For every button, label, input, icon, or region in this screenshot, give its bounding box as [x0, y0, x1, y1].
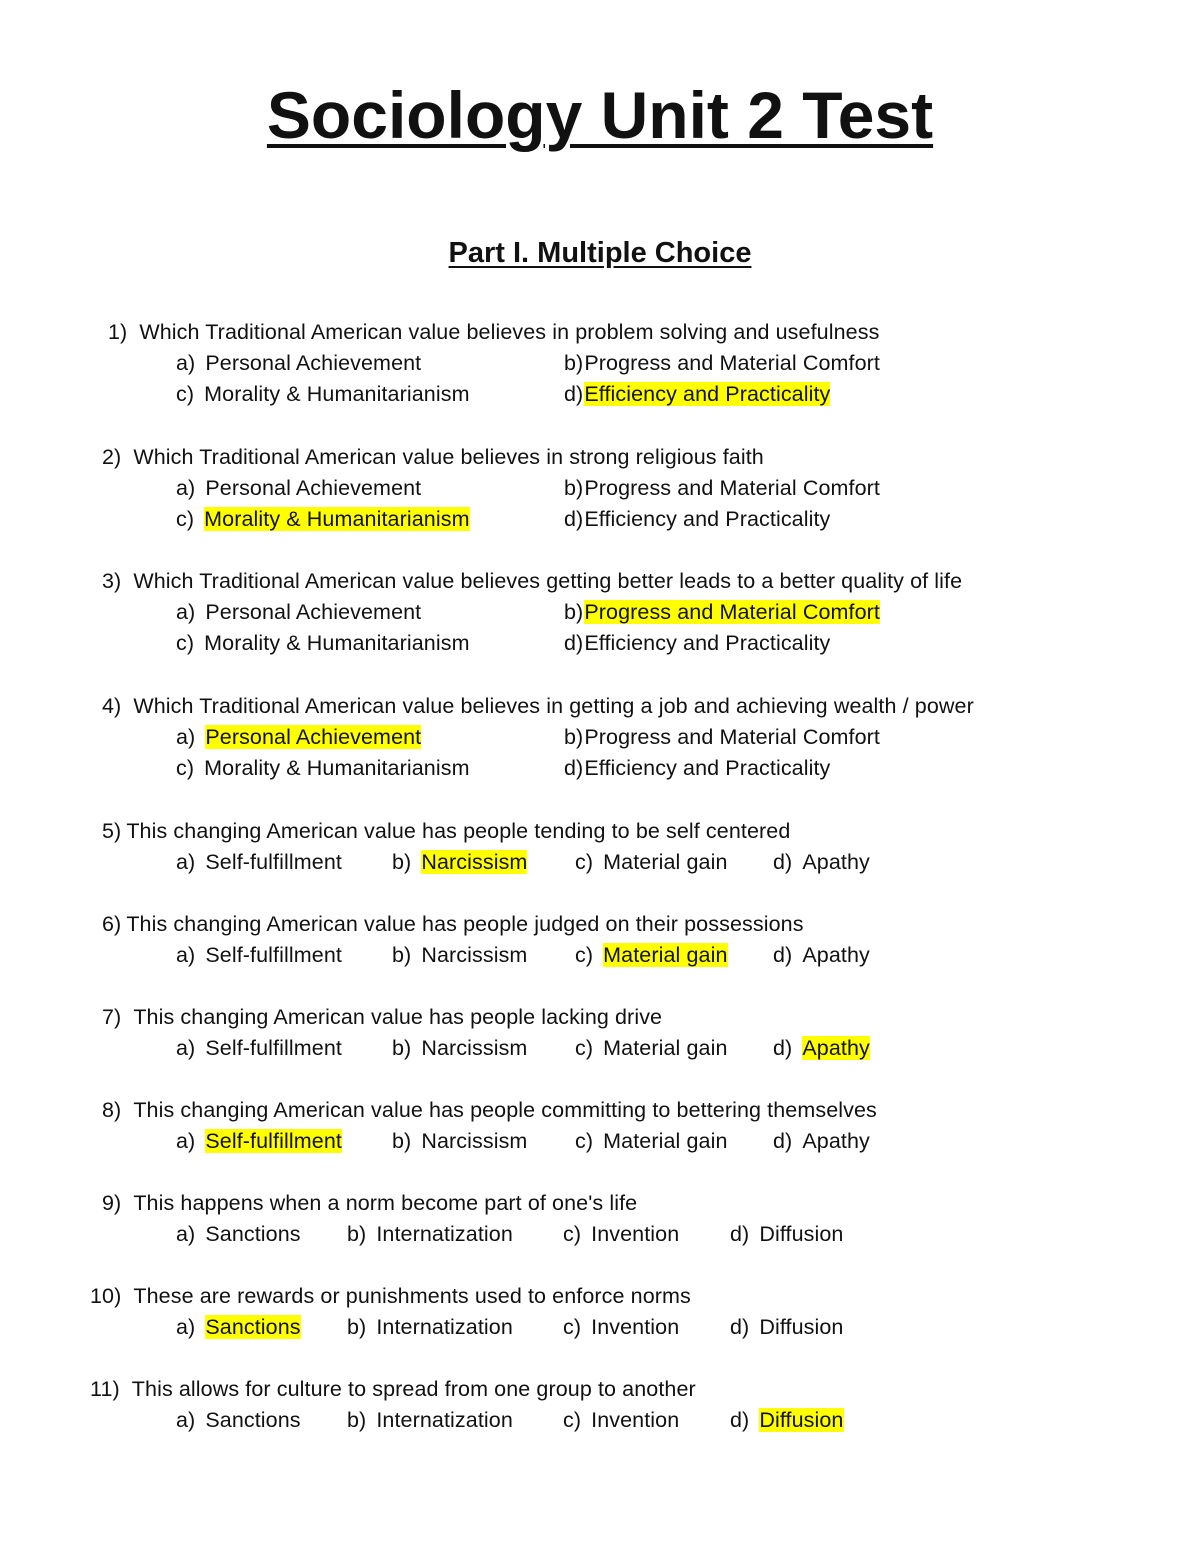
answer-option-b[interactable] [392, 941, 527, 969]
option-text-highlighted: Self-fulfillment [205, 1129, 342, 1153]
option-text: Sanctions [205, 1222, 301, 1246]
question-stem [102, 910, 804, 938]
answer-option-a[interactable] [176, 941, 342, 969]
option-letter: c) [176, 756, 195, 780]
question-9 [0, 1189, 1200, 1251]
option-letter: b) [347, 1408, 367, 1432]
answer-option-d[interactable] [564, 754, 830, 782]
question-stem [90, 1282, 691, 1310]
question-3 [0, 567, 1200, 660]
option-text: Internatization [376, 1315, 513, 1339]
answer-option-c[interactable] [575, 1034, 728, 1062]
answer-option-b[interactable] [564, 349, 880, 377]
option-text: Invention [591, 1315, 680, 1339]
option-letter: c) [176, 631, 195, 655]
question-stem [102, 692, 974, 720]
question-stem [102, 1189, 637, 1217]
option-letter: a) [176, 1315, 196, 1339]
question-number: 3) [102, 569, 122, 593]
answer-option-b[interactable] [564, 598, 880, 626]
option-text: Progress and Material Comfort [584, 476, 880, 500]
option-letter: d) [730, 1315, 750, 1339]
option-text: Invention [591, 1408, 680, 1432]
question-stem [108, 318, 879, 346]
answer-option-d[interactable] [564, 380, 830, 408]
option-letter: a) [176, 1408, 196, 1432]
option-text: Internatization [376, 1408, 513, 1432]
answer-option-d[interactable] [564, 505, 830, 533]
option-text: Apathy [802, 850, 870, 874]
question-stem [102, 443, 764, 471]
option-letter: a) [176, 1129, 196, 1153]
option-letter: d) [773, 1036, 793, 1060]
option-letter: a) [176, 600, 196, 624]
option-letter: d) [564, 631, 584, 655]
question-11 [0, 1375, 1200, 1437]
option-text: Apathy [802, 1129, 870, 1153]
option-letter: a) [176, 1222, 196, 1246]
answer-option-a[interactable] [176, 474, 421, 502]
answer-option-c[interactable] [563, 1313, 679, 1341]
question-number: 9) [102, 1191, 122, 1215]
option-text-highlighted: Efficiency and Practicality [584, 382, 831, 406]
option-text: Internatization [376, 1222, 513, 1246]
option-text: Efficiency and Practicality [584, 631, 831, 655]
answer-option-a[interactable] [176, 848, 342, 876]
option-letter: a) [176, 1036, 196, 1060]
option-text: Material gain [603, 850, 728, 874]
answer-option-d[interactable] [773, 848, 870, 876]
option-letter: c) [176, 507, 195, 531]
option-text: Progress and Material Comfort [584, 351, 880, 375]
option-letter: c) [575, 943, 594, 967]
question-text: Which Traditional American value believes getting better leads to a better quality of life [133, 569, 963, 593]
option-letter: b) [347, 1222, 367, 1246]
option-letter: b) [347, 1315, 367, 1339]
option-letter: b) [392, 943, 412, 967]
question-stem [102, 817, 790, 845]
answer-option-b[interactable] [564, 723, 880, 751]
question-text: This changing American value has people lacking drive [133, 1005, 663, 1029]
option-text: Material gain [603, 1129, 728, 1153]
option-text: Invention [591, 1222, 680, 1246]
option-letter: d) [773, 943, 793, 967]
option-text: Diffusion [759, 1222, 844, 1246]
option-letter: d) [730, 1408, 750, 1432]
option-text-highlighted: Sanctions [205, 1315, 301, 1339]
answer-option-d[interactable] [773, 1034, 870, 1062]
option-text: Self-fulfillment [205, 850, 342, 874]
option-text: Diffusion [759, 1315, 844, 1339]
option-letter: b) [392, 1036, 412, 1060]
answer-option-d[interactable] [730, 1313, 844, 1341]
option-letter: a) [176, 351, 196, 375]
question-number: 8) [102, 1098, 122, 1122]
option-letter: a) [176, 725, 196, 749]
option-text-highlighted: Morality & Humanitarianism [204, 507, 470, 531]
option-text: Narcissism [421, 943, 528, 967]
option-text: Self-fulfillment [205, 1036, 342, 1060]
option-letter: a) [176, 850, 196, 874]
option-letter: d) [730, 1222, 750, 1246]
question-text: Which Traditional American value believes in strong religious faith [133, 445, 764, 469]
question-text: Which Traditional American value believes in getting a job and achieving wealth / power [133, 694, 974, 718]
answer-option-c[interactable] [563, 1220, 679, 1248]
option-text-highlighted: Personal Achievement [205, 725, 422, 749]
answer-option-d[interactable] [730, 1220, 844, 1248]
answer-option-c[interactable] [575, 848, 728, 876]
option-text-highlighted: Narcissism [421, 850, 528, 874]
question-text: This changing American value has people committing to bettering themselves [133, 1098, 877, 1122]
option-text: Efficiency and Practicality [584, 507, 831, 531]
question-number: 7) [102, 1005, 122, 1029]
question-text: This happens when a norm become part of one's life [133, 1191, 638, 1215]
option-letter: d) [773, 1129, 793, 1153]
option-letter: b) [564, 476, 584, 500]
question-8 [0, 1096, 1200, 1158]
question-6 [0, 910, 1200, 972]
option-text: Narcissism [421, 1036, 528, 1060]
answer-option-a[interactable] [176, 598, 421, 626]
question-text: These are rewards or punishments used to enforce norms [133, 1284, 691, 1308]
question-number: 2) [102, 445, 122, 469]
question-number: 11) [90, 1377, 120, 1401]
question-1 [0, 318, 1200, 411]
option-letter: b) [392, 1129, 412, 1153]
option-letter: d) [564, 382, 584, 406]
option-text: Personal Achievement [205, 476, 422, 500]
answer-option-c[interactable] [176, 505, 470, 533]
question-stem [102, 1003, 662, 1031]
option-text: Morality & Humanitarianism [204, 382, 470, 406]
answer-option-c[interactable] [575, 941, 728, 969]
answer-option-a[interactable] [176, 1313, 301, 1341]
question-text: This changing American value has people tending to be self centered [126, 819, 791, 843]
answer-option-c[interactable] [176, 754, 470, 782]
option-text-highlighted: Progress and Material Comfort [584, 600, 880, 624]
question-7 [0, 1003, 1200, 1065]
answer-option-a[interactable] [176, 1406, 301, 1434]
option-text: Material gain [603, 1036, 728, 1060]
question-number: 10) [90, 1284, 122, 1308]
option-text: Personal Achievement [205, 351, 422, 375]
answer-option-d[interactable] [773, 1127, 870, 1155]
question-4 [0, 692, 1200, 785]
question-stem [102, 1096, 877, 1124]
option-text: Apathy [802, 943, 870, 967]
question-number: 6) [102, 912, 122, 936]
answer-option-b[interactable] [347, 1406, 513, 1434]
question-stem [102, 567, 962, 595]
answer-option-b[interactable] [392, 1034, 527, 1062]
option-letter: c) [176, 382, 195, 406]
question-stem [90, 1375, 696, 1403]
question-text: This changing American value has people judged on their possessions [126, 912, 804, 936]
answer-option-b[interactable] [347, 1313, 513, 1341]
option-text: Efficiency and Practicality [584, 756, 831, 780]
answer-option-a[interactable] [176, 1127, 342, 1155]
section-title: Part I. Multiple Choice [448, 237, 752, 269]
question-10 [0, 1282, 1200, 1344]
option-text: Morality & Humanitarianism [204, 756, 470, 780]
option-letter: b) [392, 850, 412, 874]
answer-option-a[interactable] [176, 349, 421, 377]
answer-option-b[interactable] [392, 1127, 527, 1155]
option-text: Progress and Material Comfort [584, 725, 880, 749]
option-text-highlighted: Diffusion [759, 1408, 844, 1432]
answer-option-b[interactable] [564, 474, 880, 502]
answer-option-d[interactable] [730, 1406, 844, 1434]
option-letter: a) [176, 476, 196, 500]
question-2 [0, 443, 1200, 536]
option-letter: c) [575, 850, 594, 874]
option-text: Morality & Humanitarianism [204, 631, 470, 655]
option-letter: c) [563, 1315, 582, 1339]
answer-option-b[interactable] [347, 1220, 513, 1248]
answer-option-d[interactable] [564, 629, 830, 657]
page-title: Sociology Unit 2 Test [266, 78, 934, 152]
question-text: Which Traditional American value believes in problem solving and usefulness [139, 320, 880, 344]
option-text: Self-fulfillment [205, 943, 342, 967]
option-letter: c) [563, 1408, 582, 1432]
answer-option-a[interactable] [176, 723, 421, 751]
answer-option-b[interactable] [392, 848, 527, 876]
option-letter: b) [564, 725, 584, 749]
question-number: 4) [102, 694, 122, 718]
option-letter: d) [564, 507, 584, 531]
answer-option-c[interactable] [575, 1127, 728, 1155]
option-letter: c) [575, 1129, 594, 1153]
option-letter: d) [773, 850, 793, 874]
answer-option-a[interactable] [176, 1220, 301, 1248]
answer-option-a[interactable] [176, 1034, 342, 1062]
answer-option-c[interactable] [176, 380, 470, 408]
answer-option-d[interactable] [773, 941, 870, 969]
option-letter: b) [564, 351, 584, 375]
option-letter: c) [563, 1222, 582, 1246]
answer-option-c[interactable] [176, 629, 470, 657]
question-number: 1) [108, 320, 128, 344]
question-number: 5) [102, 819, 122, 843]
question-text: This allows for culture to spread from one group to another [131, 1377, 696, 1401]
option-text: Sanctions [205, 1408, 301, 1432]
question-5 [0, 817, 1200, 879]
option-text: Personal Achievement [205, 600, 422, 624]
option-letter: d) [564, 756, 584, 780]
option-letter: a) [176, 943, 196, 967]
option-letter: b) [564, 600, 584, 624]
option-letter: c) [575, 1036, 594, 1060]
option-text-highlighted: Material gain [603, 943, 728, 967]
option-text-highlighted: Apathy [802, 1036, 870, 1060]
answer-option-c[interactable] [563, 1406, 679, 1434]
option-text: Narcissism [421, 1129, 528, 1153]
